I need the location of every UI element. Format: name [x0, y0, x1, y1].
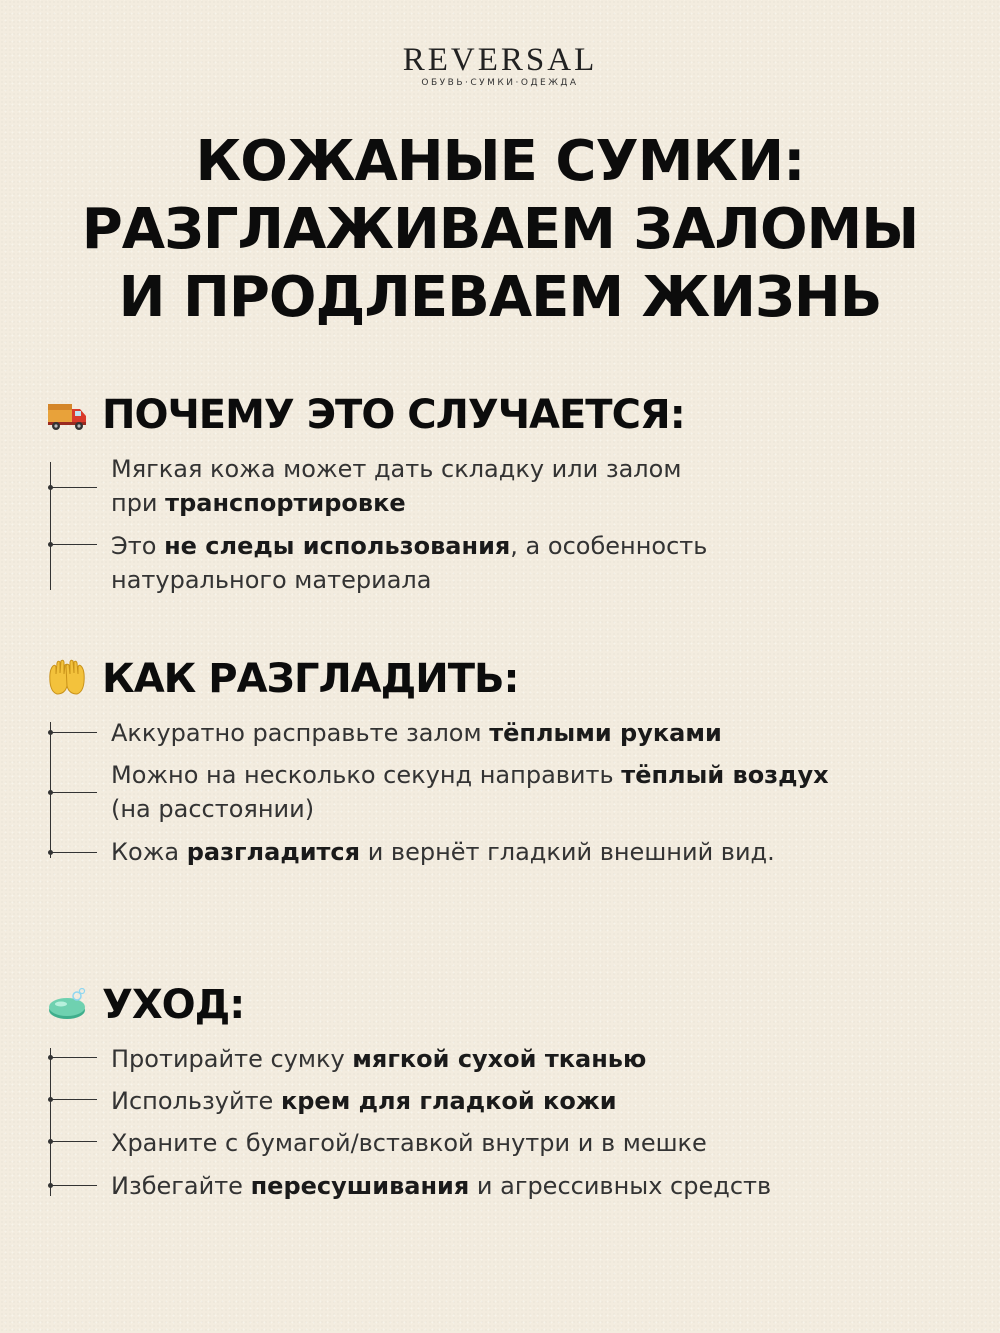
section-header — [46, 654, 519, 704]
tree-branch — [51, 487, 97, 488]
tree-branch — [51, 1185, 97, 1186]
list-item: Можно на несколько секунд направить тёплый воздух (на расстоянии) — [111, 761, 829, 823]
list-item: Мягкая кожа может дать складку или залом при транспортировке — [111, 455, 682, 517]
title-line-2: РАЗГЛАЖИВАЕМ ЗАЛОМЫ — [81, 197, 919, 262]
page-title — [0, 128, 1000, 332]
brand-logo — [0, 42, 1000, 88]
title-line-3: И ПРОДЛЕВАЕМ ЖИЗНЬ — [118, 265, 882, 330]
section-heading: УХОД: — [102, 982, 245, 1028]
tree-branch — [51, 1057, 97, 1058]
bullet-tree — [50, 1045, 772, 1200]
tree-branch — [51, 544, 97, 545]
tree-branch — [51, 852, 97, 853]
section-header — [46, 390, 685, 440]
bullet-tree — [50, 455, 708, 594]
delivery-truck-icon — [46, 394, 88, 436]
bullet-tree — [50, 719, 829, 866]
section-heading: ПОЧЕМУ ЭТО СЛУЧАЕТСЯ: — [102, 392, 685, 438]
section-header — [46, 980, 244, 1030]
list-item: Избегайте пересушивания и агрессивных средств — [111, 1172, 772, 1200]
list-item: Это не следы использования, а особенность натурального материала — [111, 532, 708, 594]
raised-hands-icon — [46, 658, 88, 700]
brand-name: REVERSAL — [402, 42, 598, 78]
section-why — [46, 390, 685, 440]
section-care — [46, 980, 244, 1030]
list-item: Храните с бумагой/вставкой внутри и в мешке — [111, 1129, 707, 1157]
list-item: Кожа разгладится и вернёт гладкий внешний вид. — [111, 838, 775, 866]
title-line-1: КОЖАНЫЕ СУМКИ: — [195, 129, 805, 194]
list-item: Протирайте сумку мягкой сухой тканью — [111, 1045, 647, 1073]
section-heading: КАК РАЗГЛАДИТЬ: — [102, 656, 519, 702]
soap-icon — [46, 984, 88, 1026]
list-item: Используйте крем для гладкой кожи — [111, 1087, 617, 1115]
tree-branch — [51, 732, 97, 733]
brand-tagline: ОБУВЬ·СУМКИ·ОДЕЖДА — [421, 78, 579, 88]
list-item: Аккуратно расправьте залом тёплыми руками — [111, 719, 722, 747]
tree-branch — [51, 1099, 97, 1100]
tree-branch — [51, 792, 97, 793]
tree-branch — [51, 1141, 97, 1142]
section-how — [46, 654, 519, 704]
